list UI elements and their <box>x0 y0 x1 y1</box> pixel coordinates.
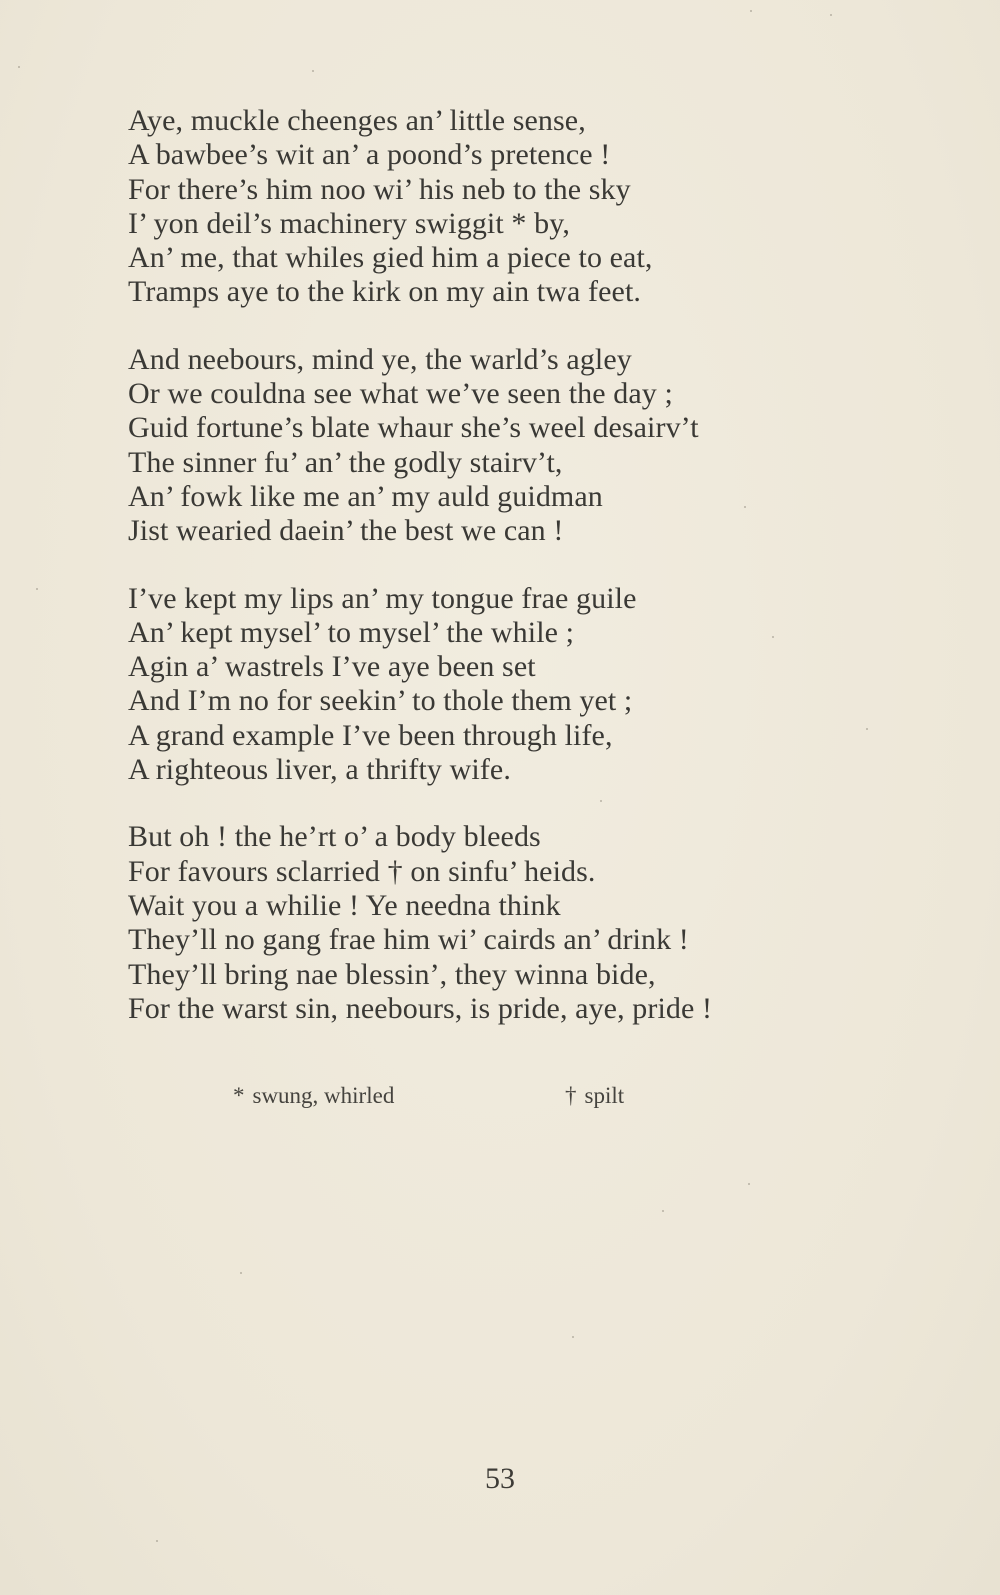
paper-speck <box>572 1336 574 1338</box>
poem-line: I’ yon deil’s machinery swiggit * by, <box>128 206 570 240</box>
poem-body <box>128 104 888 1059</box>
poem-line: Jist wearied daein’ the best we can ! <box>128 514 564 548</box>
poem-line: But oh ! the he’rt o’ a body bleeds <box>128 820 541 854</box>
poem-line: For there’s him noo wi’ his neb to the sky <box>128 172 631 206</box>
dagger-mark: † <box>565 1083 577 1108</box>
paper-speck <box>662 1210 664 1212</box>
paper-speck <box>750 10 752 12</box>
poem-line: A righteous liver, a thrifty wife. <box>128 753 511 787</box>
poem-line: An’ kept mysel’ to mysel’ the while ; <box>128 615 575 649</box>
paper-speck <box>18 66 20 68</box>
poem-line: A grand example I’ve been through life, <box>128 718 613 752</box>
page-number: 53 <box>485 1462 515 1495</box>
paper-speck <box>36 588 38 590</box>
poem-line: An’ me, that whiles gied him a piece to eat, <box>128 241 653 275</box>
poem-line: Wait you a whilie ! Ye needna think <box>128 888 561 922</box>
poem-line: Or we couldna see what we’ve seen the day ; <box>128 377 673 411</box>
footnote-asterisk <box>233 1083 394 1109</box>
stanza-3 <box>128 582 888 788</box>
poem-line: I’ve kept my lips an’ my tongue frae guile <box>128 581 637 615</box>
poem-line: And I’m no for seekin’ to thole them yet ; <box>128 684 633 718</box>
paper-speck <box>312 70 314 72</box>
asterisk-mark: * <box>233 1083 245 1108</box>
footnote-text: swung, whirled <box>252 1083 395 1108</box>
poem-line: They’ll bring nae blessin’, they winna bide, <box>128 957 656 991</box>
poem-line: The sinner fu’ an’ the godly stairv’t, <box>128 445 563 479</box>
poem-line: A bawbee’s wit an’ a poond’s pretence ! <box>128 138 611 172</box>
stanza-1 <box>128 104 888 310</box>
paper-speck <box>748 1183 750 1185</box>
poem-line: Aye, muckle cheenges an’ little sense, <box>128 104 586 137</box>
poem-line: Guid fortune’s blate whaur she’s weel desairv’t <box>128 411 699 445</box>
poem-line: For the warst sin, neebours, is pride, aye, pride ! <box>128 991 713 1025</box>
poem-line: An’ fowk like me an’ my auld guidman <box>128 479 603 513</box>
poem-line: They’ll no gang frae him wi’ cairds an’ drink ! <box>128 923 689 957</box>
paper-speck <box>240 1272 242 1274</box>
paper-speck <box>830 14 832 16</box>
poem-line: For favours sclarried † on sinfu’ heids. <box>128 854 596 888</box>
stanza-4 <box>128 820 888 1026</box>
poem-line: And neebours, mind ye, the warld’s agley <box>128 342 632 376</box>
poem-line: Agin a’ wastrels I’ve aye been set <box>128 650 536 684</box>
stanza-2 <box>128 343 888 549</box>
poem-line: Tramps aye to the kirk on my ain twa feet. <box>128 275 641 309</box>
footnote-text: spilt <box>584 1083 625 1108</box>
footnote-dagger <box>565 1083 624 1109</box>
paper-speck <box>156 1540 158 1542</box>
